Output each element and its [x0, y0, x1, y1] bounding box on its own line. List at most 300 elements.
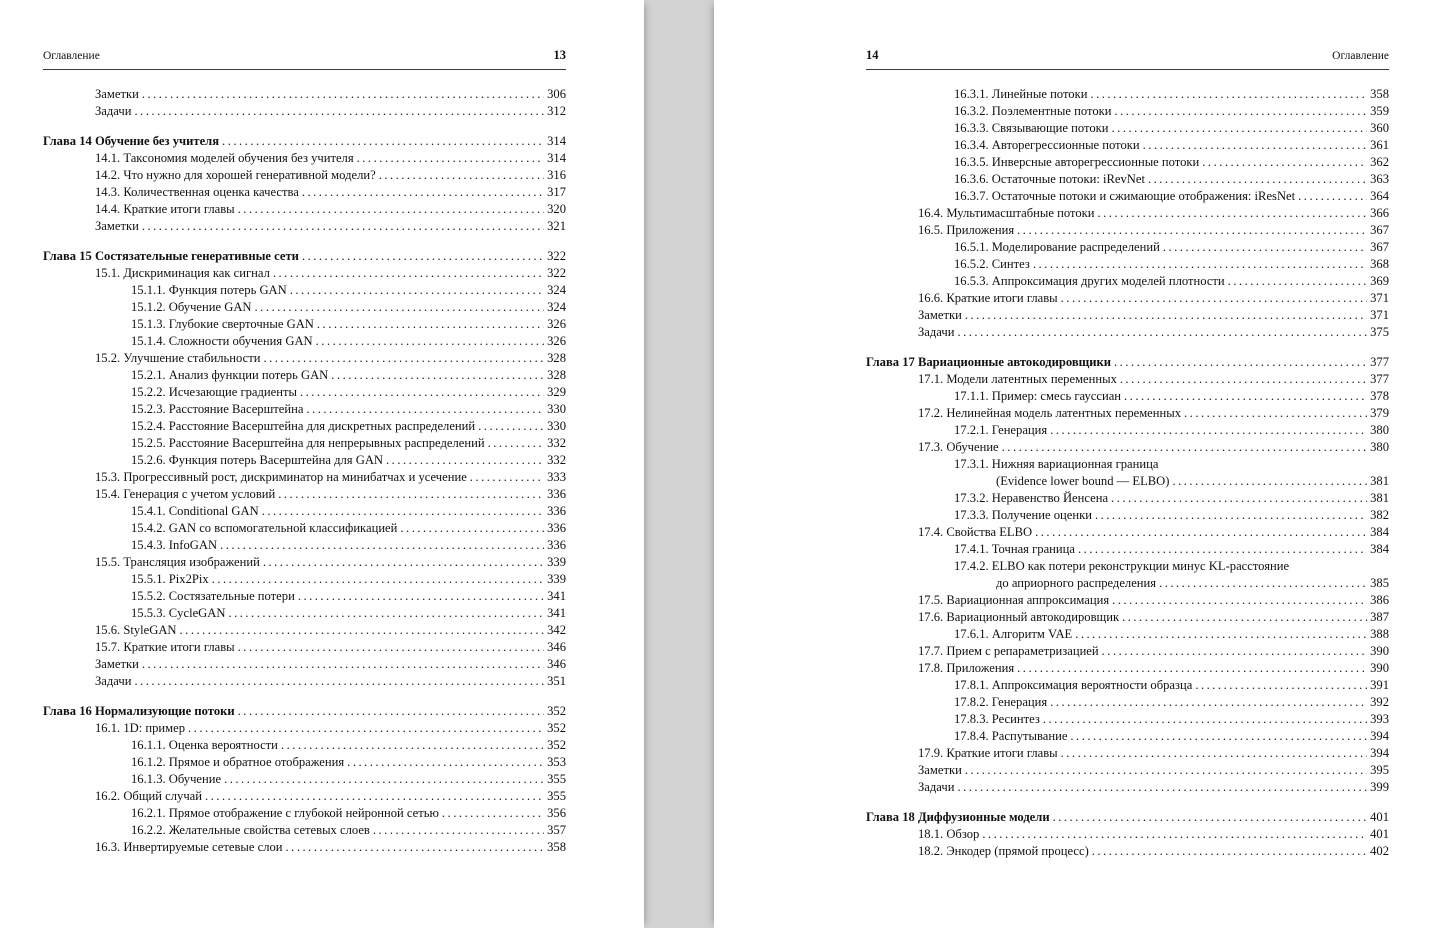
toc-leader-dots: [281, 737, 544, 754]
toc-entry-page: 360: [1370, 121, 1389, 135]
toc-entries-right: [866, 86, 1389, 860]
toc-leader-dots: [347, 754, 544, 771]
toc-leader-dots: [1075, 626, 1367, 643]
toc-leader-dots: [1092, 843, 1367, 860]
toc-leader-dots: [306, 401, 544, 418]
toc-leader-dots: [373, 822, 544, 839]
toc-leader-dots: [379, 167, 544, 184]
toc-entry-label: Глава 16 Нормализующие потоки: [43, 704, 235, 718]
toc-entry-page: 371: [1370, 308, 1389, 322]
toc-entry-page: 341: [547, 589, 566, 603]
toc-leader-dots: [1112, 120, 1368, 137]
toc-entry: [866, 592, 1389, 609]
toc-entry-page: 352: [547, 721, 566, 735]
toc-leader-dots: [228, 605, 544, 622]
toc-chapter-entry: [43, 703, 566, 720]
page-left-content: [43, 0, 566, 856]
toc-entry: [866, 660, 1389, 677]
toc-entry: [43, 299, 566, 316]
toc-entry: [43, 282, 566, 299]
toc-leader-dots: [302, 184, 544, 201]
toc-entry-label: Заметки: [95, 657, 139, 671]
toc-entry-page: 339: [547, 555, 566, 569]
toc-leader-dots: [442, 805, 544, 822]
toc-entry-label: Задачи: [95, 674, 132, 688]
toc-leader-dots: [488, 435, 545, 452]
toc-entry: [43, 788, 566, 805]
toc-leader-dots: [1163, 239, 1367, 256]
toc-entry-label: 17.8.2. Генерация: [954, 695, 1048, 709]
toc-entry-page: 379: [1370, 406, 1389, 420]
toc-entry-page: 328: [547, 368, 566, 382]
toc-entry: [43, 184, 566, 201]
toc-entry-page: 324: [547, 283, 566, 297]
toc-entry-label: Задачи: [95, 104, 132, 118]
toc-entry-page: 393: [1370, 712, 1389, 726]
toc-entry: [866, 103, 1389, 120]
toc-entry-label: 17.3.2. Неравенство Йенсена: [954, 491, 1109, 505]
toc-leader-dots: [142, 218, 544, 235]
toc-entry-label: 15.2.2. Исчезающие градиенты: [131, 385, 297, 399]
toc-entry-page: 377: [1370, 355, 1389, 369]
toc-entry: [43, 469, 566, 486]
toc-leader-dots: [957, 324, 1367, 341]
toc-leader-dots: [300, 384, 544, 401]
toc-entry-page: 359: [1370, 104, 1389, 118]
toc-entry: [866, 371, 1389, 388]
toc-leader-dots: [1114, 354, 1367, 371]
toc-entry-page: 381: [1370, 491, 1389, 505]
toc-entry-page: 336: [547, 504, 566, 518]
toc-entry-page: 380: [1370, 423, 1389, 437]
toc-entry-label: 17.2.1. Генерация: [954, 423, 1048, 437]
toc-entry: [866, 171, 1389, 188]
toc-entry: [43, 771, 566, 788]
page-number-folio: 13: [553, 48, 566, 62]
toc-entry: [43, 839, 566, 856]
toc-entry-page: 341: [547, 606, 566, 620]
toc-leader-dots: [263, 554, 544, 571]
toc-entry: [43, 384, 566, 401]
toc-entry: [866, 826, 1389, 843]
toc-entry-label: 16.3.7. Остаточные потоки и сжимающие отображения: iResNet: [954, 189, 1296, 203]
toc-entry: [866, 728, 1389, 745]
toc-entry: [866, 290, 1389, 307]
toc-leader-dots: [317, 316, 544, 333]
toc-entry-label: 17.1.1. Пример: смесь гауссиан: [954, 389, 1122, 403]
toc-entry-label: 16.6. Краткие итоги главы: [918, 291, 1058, 305]
toc-entry-page: 346: [547, 640, 566, 654]
toc-entry: [866, 154, 1389, 171]
toc-leader-dots: [273, 265, 544, 282]
toc-entry-label: 17.9. Краткие итоги главы: [918, 746, 1058, 760]
toc-entry-label: Заметки: [918, 763, 962, 777]
toc-entry-page: 385: [1370, 576, 1389, 590]
toc-entry-label: 17.8.1. Аппроксимация вероятности образца: [954, 678, 1193, 692]
toc-entry: [866, 609, 1389, 626]
toc-entry-label: 17.2. Нелинейная модель латентных переменных: [918, 406, 1182, 420]
toc-leader-dots: [1061, 290, 1367, 307]
toc-entry-label: Глава 15 Состязательные генеративные сети: [43, 249, 299, 263]
toc-entry: [43, 754, 566, 771]
toc-entry-page: 306: [547, 87, 566, 101]
toc-chapter-entry: [866, 354, 1389, 371]
toc-entry-label: 16.1.2. Прямое и обратное отображения: [131, 755, 345, 769]
toc-leader-dots: [1202, 154, 1367, 171]
toc-leader-dots: [1102, 643, 1367, 660]
toc-entry-label: 15.2.1. Анализ функции потерь GAN: [131, 368, 329, 382]
toc-entry: [43, 737, 566, 754]
toc-entry-page: 352: [547, 738, 566, 752]
toc-entry-page: 371: [1370, 291, 1389, 305]
toc-entry: [866, 711, 1389, 728]
toc-entry: [43, 554, 566, 571]
toc-entry-label: Глава 18 Диффузионные модели: [866, 810, 1050, 824]
toc-leader-dots: [1061, 745, 1367, 762]
toc-entry: [43, 588, 566, 605]
toc-entry-label: 15.3. Прогрессивный рост, дискриминатор на минибатчах и усечение: [95, 470, 467, 484]
toc-entry-label: 17.7. Прием с репараметризацией: [918, 644, 1099, 658]
toc-leader-dots: [1033, 256, 1367, 273]
toc-entry-label: 16.4. Мультимасштабные потоки: [918, 206, 1095, 220]
toc-entry-page: 336: [547, 521, 566, 535]
toc-leader-dots: [255, 299, 545, 316]
toc-entry-page: 386: [1370, 593, 1389, 607]
toc-leader-dots: [1114, 103, 1367, 120]
toc-chapter-entry: [866, 809, 1389, 826]
running-header-left: [43, 48, 566, 70]
toc-entry-page: 375: [1370, 325, 1389, 339]
toc-entry-page: 388: [1370, 627, 1389, 641]
toc-entry-label: 15.1.1. Функция потерь GAN: [131, 283, 287, 297]
toc-entry: [43, 103, 566, 120]
toc-entry: [43, 435, 566, 452]
toc-entry-label: 17.3.3. Получение оценки: [954, 508, 1092, 522]
toc-entry-page: 355: [547, 772, 566, 786]
toc-entry-page: 401: [1370, 827, 1389, 841]
toc-entry-label: 16.3.6. Остаточные потоки: iRevNet: [954, 172, 1145, 186]
toc-entry-label: 17.6. Вариационный автокодировщик: [918, 610, 1120, 624]
toc-entry-label: Заметки: [95, 87, 139, 101]
toc-entry: [43, 537, 566, 554]
toc-entry-page: 356: [547, 806, 566, 820]
toc-entry-page: 384: [1370, 525, 1389, 539]
toc-entry-label: 15.2.4. Расстояние Васерштейна для дискретных распределений: [131, 419, 476, 433]
toc-leader-dots: [965, 762, 1367, 779]
toc-entry-label: 17.1. Модели латентных переменных: [918, 372, 1117, 386]
toc-leader-dots: [142, 86, 544, 103]
toc-leader-dots: [1035, 524, 1367, 541]
toc-entry-label: 16.5. Приложения: [918, 223, 1015, 237]
toc-leader-dots: [262, 503, 544, 520]
toc-entry-continuation: [866, 473, 1389, 490]
toc-entry-label: 15.4. Генерация с учетом условий: [95, 487, 276, 501]
toc-entry-label: 16.3. Инвертируемые сетевые слои: [95, 840, 283, 854]
toc-entry: [43, 86, 566, 103]
toc-entry-label: Заметки: [918, 308, 962, 322]
toc-entry: [866, 324, 1389, 341]
toc-leader-dots: [1195, 677, 1367, 694]
toc-entry: [866, 188, 1389, 205]
toc-leader-dots: [1228, 273, 1367, 290]
toc-leader-dots: [957, 779, 1367, 796]
toc-chapter-entry: [43, 133, 566, 150]
toc-entry-page: 394: [1370, 746, 1389, 760]
toc-entry: [43, 452, 566, 469]
toc-entry-page: 336: [547, 538, 566, 552]
toc-entry-label: 16.2.2. Желательные свойства сетевых слоев: [131, 823, 370, 837]
toc-entry-label: 14.4. Краткие итоги главы: [95, 202, 235, 216]
toc-entry-label: 14.2. Что нужно для хорошей генеративной модели?: [95, 168, 376, 182]
toc-entry: [43, 486, 566, 503]
running-header-right: [866, 48, 1389, 70]
toc-entry-page: 353: [547, 755, 566, 769]
toc-entry: [866, 120, 1389, 137]
toc-leader-dots: [1053, 809, 1368, 826]
toc-entry: [43, 520, 566, 537]
toc-entry-page: 332: [547, 436, 566, 450]
toc-entry-page: 326: [547, 334, 566, 348]
toc-entry-page: 366: [1370, 206, 1389, 220]
toc-entry: [866, 137, 1389, 154]
toc-entry-page: 363: [1370, 172, 1389, 186]
toc-entry-label: 17.3. Обучение: [918, 440, 999, 454]
toc-entry-page: 367: [1370, 223, 1389, 237]
toc-entry-label: 17.8.3. Ресинтез: [954, 712, 1040, 726]
toc-leader-dots: [1078, 541, 1367, 558]
toc-entry-label: Заметки: [95, 219, 139, 233]
toc-entry: [43, 265, 566, 282]
toc-leader-dots: [1050, 694, 1367, 711]
toc-entry: [43, 316, 566, 333]
toc-entry: [866, 405, 1389, 422]
toc-entry-label: 14.1. Таксономия моделей обучения без учителя: [95, 151, 354, 165]
toc-entry-page: 367: [1370, 240, 1389, 254]
toc-leader-dots: [263, 350, 544, 367]
toc-entry-page: 394: [1370, 729, 1389, 743]
toc-entry: [866, 843, 1389, 860]
toc-leader-dots: [1090, 86, 1367, 103]
toc-leader-dots: [180, 622, 545, 639]
toc-leader-dots: [1298, 188, 1367, 205]
toc-entry-page: 392: [1370, 695, 1389, 709]
toc-leader-dots: [1124, 388, 1367, 405]
toc-leader-dots: [316, 333, 544, 350]
toc-entry-label: 15.1.2. Обучение GAN: [131, 300, 252, 314]
toc-entry-label: 17.4. Свойства ELBO: [918, 525, 1033, 539]
toc-entry-page: 322: [547, 266, 566, 280]
toc-entry-page: 336: [547, 487, 566, 501]
toc-entry: [43, 350, 566, 367]
toc-leader-dots: [478, 418, 544, 435]
toc-entry-label: 16.1. 1D: пример: [95, 721, 186, 735]
toc-entry: [43, 367, 566, 384]
toc-entry-page: 322: [547, 249, 566, 263]
toc-leader-dots: [1017, 660, 1367, 677]
toc-leader-dots: [222, 133, 544, 150]
toc-entry-label: 17.8. Приложения: [918, 661, 1015, 675]
toc-leader-dots: [1148, 171, 1367, 188]
toc-entry: [866, 307, 1389, 324]
toc-entry-page: 314: [547, 134, 566, 148]
toc-entry-page: 317: [547, 185, 566, 199]
toc-chapter-entry: [43, 248, 566, 265]
toc-entry-page: 401: [1370, 810, 1389, 824]
toc-leader-dots: [134, 103, 544, 120]
toc-entry-page: 351: [547, 674, 566, 688]
toc-entry-page: 320: [547, 202, 566, 216]
toc-leader-dots: [331, 367, 544, 384]
toc-leader-dots: [224, 771, 544, 788]
toc-leader-dots: [1017, 222, 1367, 239]
running-header-title: Оглавление: [1332, 50, 1389, 62]
toc-entry-page: 358: [547, 840, 566, 854]
toc-entry-label: 16.3.3. Связывающие потоки: [954, 121, 1109, 135]
toc-entry-label: Глава 17 Вариационные автокодировщики: [866, 355, 1112, 369]
toc-entries-left: [43, 86, 566, 856]
toc-entry-label: 15.1. Дискриминация как сигнал: [95, 266, 270, 280]
toc-entry-label: 14.3. Количественная оценка качества: [95, 185, 299, 199]
toc-leader-dots: [965, 307, 1367, 324]
toc-leader-dots: [357, 150, 544, 167]
toc-entry-page: 352: [547, 704, 566, 718]
toc-entry: [43, 720, 566, 737]
toc-entry: [43, 150, 566, 167]
toc-entry-label: 15.2.3. Расстояние Васерштейна: [131, 402, 304, 416]
toc-entry: [866, 439, 1389, 456]
toc-entry-page: 361: [1370, 138, 1389, 152]
toc-entry-page: 342: [547, 623, 566, 637]
toc-entry-page: 378: [1370, 389, 1389, 403]
toc-entry-page: 321: [547, 219, 566, 233]
toc-entry: [43, 673, 566, 690]
toc-entry-label: 15.5.2. Состязательные потери: [131, 589, 295, 603]
toc-entry-label: 17.5. Вариационная аппроксимация: [918, 593, 1110, 607]
toc-leader-dots: [1043, 711, 1367, 728]
toc-leader-dots: [982, 826, 1367, 843]
toc-entry-label: до априорного распределения: [996, 576, 1157, 590]
toc-entry-page: 358: [1370, 87, 1389, 101]
toc-leader-dots: [1172, 473, 1367, 490]
toc-entry: [866, 239, 1389, 256]
toc-entry: [43, 418, 566, 435]
toc-leader-dots: [400, 520, 544, 537]
toc-leader-dots: [238, 201, 544, 218]
toc-leader-dots: [1095, 507, 1367, 524]
toc-entry-page: 399: [1370, 780, 1389, 794]
toc-entry-label: 16.3.5. Инверсные авторегрессионные потоки: [954, 155, 1200, 169]
toc-entry-label: 15.7. Краткие итоги главы: [95, 640, 235, 654]
toc-entry-label: 15.1.4. Сложности обучения GAN: [131, 334, 313, 348]
toc-leader-dots: [1111, 490, 1367, 507]
page-right-content: [866, 0, 1389, 860]
toc-entry-label: 16.1.1. Оценка вероятности: [131, 738, 278, 752]
toc-entry-label: 15.4.3. InfoGAN: [131, 538, 218, 552]
toc-entry: [866, 558, 1389, 575]
toc-entry-label: 16.1.3. Обучение: [131, 772, 222, 786]
toc-entry-page: 330: [547, 402, 566, 416]
toc-leader-dots: [238, 703, 544, 720]
toc-entry: [43, 201, 566, 218]
toc-entry: [43, 822, 566, 839]
toc-entry-page: 329: [547, 385, 566, 399]
toc-entry-label: 15.4.2. GAN со вспомогательной классификацией: [131, 521, 398, 535]
toc-entry: [43, 218, 566, 235]
toc-entry-page: 387: [1370, 610, 1389, 624]
toc-entry-label: 16.3.2. Поэлементные потоки: [954, 104, 1112, 118]
toc-leader-dots: [302, 248, 544, 265]
toc-leader-dots: [470, 469, 544, 486]
toc-entry-label: 16.5.1. Моделирование распределений: [954, 240, 1160, 254]
toc-leader-dots: [1097, 205, 1367, 222]
toc-entry: [866, 388, 1389, 405]
toc-entry: [866, 541, 1389, 558]
toc-entry-label: 16.3.4. Авторегрессионные потоки: [954, 138, 1140, 152]
toc-entry-label: 16.2. Общий случай: [95, 789, 202, 803]
toc-entry-page: 332: [547, 453, 566, 467]
toc-entry: [866, 779, 1389, 796]
toc-entry-page: 390: [1370, 661, 1389, 675]
toc-entry: [43, 401, 566, 418]
toc-entry: [866, 490, 1389, 507]
toc-leader-dots: [220, 537, 544, 554]
toc-entry: [43, 167, 566, 184]
toc-entry: [43, 503, 566, 520]
toc-entry-page: 368: [1370, 257, 1389, 271]
toc-entry: [866, 256, 1389, 273]
toc-entry: [866, 273, 1389, 290]
toc-leader-dots: [188, 720, 544, 737]
toc-entry: [866, 507, 1389, 524]
toc-entry-page: 312: [547, 104, 566, 118]
toc-entry-label: 15.2.6. Функция потерь Васерштейна для GAN: [131, 453, 384, 467]
toc-entry-page: 316: [547, 168, 566, 182]
toc-leader-dots: [142, 656, 544, 673]
toc-leader-dots: [298, 588, 544, 605]
toc-entry-label: 15.4.1. Conditional GAN: [131, 504, 259, 518]
toc-entry: [43, 333, 566, 350]
toc-entry: [43, 639, 566, 656]
toc-entry-page: 346: [547, 657, 566, 671]
toc-entry: [866, 762, 1389, 779]
toc-entry-page: 390: [1370, 644, 1389, 658]
toc-entry-page: 402: [1370, 844, 1389, 858]
toc-leader-dots: [1143, 137, 1367, 154]
toc-entry-label: 15.5.3. CycleGAN: [131, 606, 226, 620]
toc-entry: [866, 677, 1389, 694]
toc-leader-dots: [386, 452, 544, 469]
toc-entry-label: 15.5.1. Pix2Pix: [131, 572, 209, 586]
toc-entry: [43, 605, 566, 622]
toc-entry: [866, 456, 1389, 473]
toc-leader-dots: [205, 788, 544, 805]
toc-leader-dots: [134, 673, 544, 690]
toc-entry: [866, 205, 1389, 222]
toc-leader-dots: [278, 486, 544, 503]
toc-entry-page: 364: [1370, 189, 1389, 203]
toc-entry-page: 314: [547, 151, 566, 165]
toc-entry-page: 384: [1370, 542, 1389, 556]
toc-entry-label: 15.2. Улучшение стабильности: [95, 351, 261, 365]
toc-entry: [43, 571, 566, 588]
toc-entry: [866, 745, 1389, 762]
toc-entry-page: 395: [1370, 763, 1389, 777]
toc-entry-page: 330: [547, 419, 566, 433]
toc-leader-dots: [1002, 439, 1367, 456]
toc-entry-continuation: [866, 575, 1389, 592]
toc-entry-label: 15.1.3. Глубокие сверточные GAN: [131, 317, 314, 331]
toc-leader-dots: [286, 839, 545, 856]
